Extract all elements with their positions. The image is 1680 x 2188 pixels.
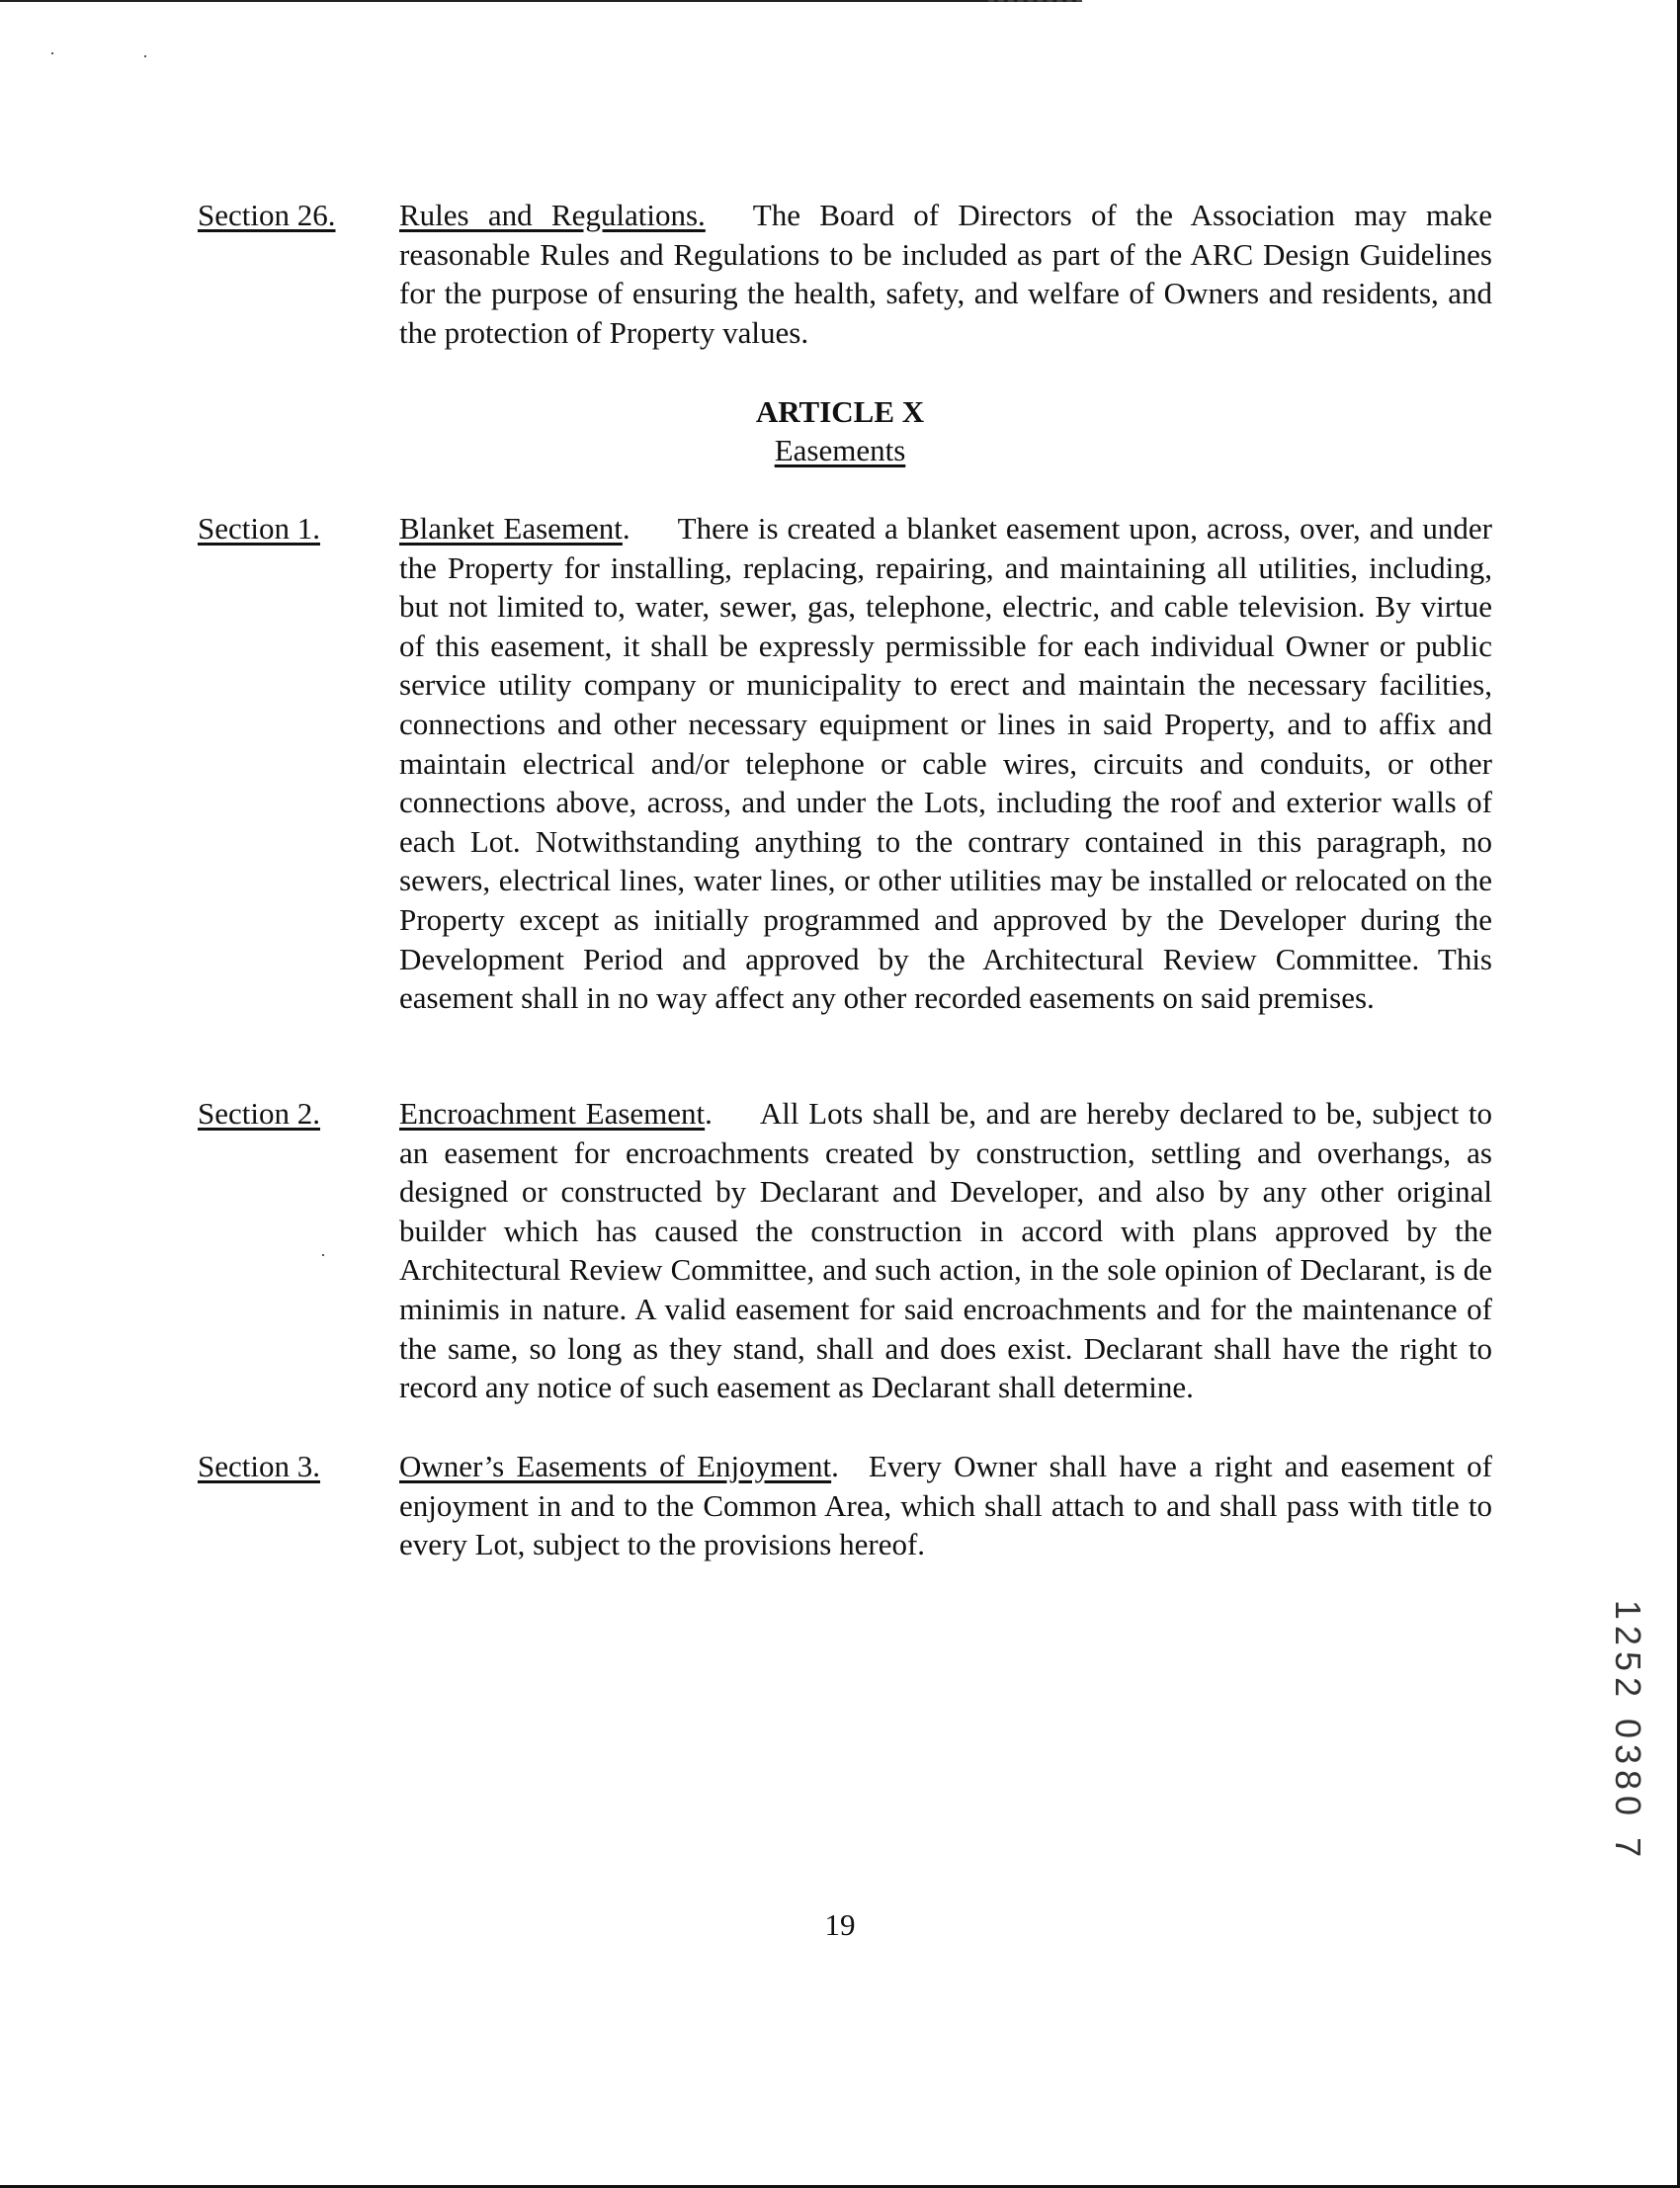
section-body: Encroachment Easement. All Lots shall be, and are hereby declared to be, subject to an easement for encroachments created by construction, settling and overhangs, as designed or constructed by Declarant and Developer, and also by any other original builder which has caused the construction in accord with plans approved by the Architectural Review Committee, and such action, in the sole opinion of Declarant, is de minimis in nature. A valid easement for said encroachments and for the maintenance of the same, so long as they stand, shall and does exist. Declarant shall have the right to record any notice of such easement as Declarant shall determine. (399, 1096, 1492, 1405)
section-label: Section 26. (198, 198, 336, 232)
article-subtitle: Easements (774, 433, 906, 467)
section-2 (198, 1094, 1492, 1407)
scan-top-border (0, 0, 1077, 2)
section-text: All Lots shall be, and are hereby declared to be, subject to an easement for encroachments created by construction, settling and overhangs, as designed or constructed by Declarant and Developer, and also by any other original builder which has caused the construction in accord with plans approved by the Architectural Review Committee, and such action, in the sole opinion of Declarant, is de minimis in nature. A valid easement for said encroachments and for the maintenance of the same, so long as they stand, shall and does exist. Declarant shall have the right to record any notice of such easement as Declarant shall determine. (399, 1096, 1492, 1405)
section-text: Every Owner shall have a right and easement of enjoyment in and to the Common Area, which shall attach to and shall pass with title to every Lot, subject to the provisions hereof. (399, 1449, 1492, 1562)
section-title: Owner’s Easements of Enjoyment (399, 1449, 832, 1483)
recording-stamp-text: 1252 0380 7 (1608, 1599, 1648, 1864)
section-text: The Board of Directors of the Association may make reasonable Rules and Regulations to be included as part of the ARC Design Guidelines for the purpose of ensuring the health, safety, and welfare of Owners and residents, and the protection of Property values. (399, 198, 1492, 350)
section-3 (198, 1447, 1492, 1564)
section-title: Rules and Regulations. (399, 198, 706, 232)
section-1 (198, 509, 1492, 1018)
page-number: 19 (824, 1907, 856, 1942)
scan-top-dash (988, 0, 1082, 2)
recording-stamp (1608, 1593, 1647, 1870)
section-body: Owner’s Easements of Enjoyment. Every Owner shall have a right and easement of enjoyment in and to the Common Area, which shall attach to and shall pass with title to every Lot, subject to the provisions hereof. (399, 1449, 1492, 1562)
section-label: Section 1. (198, 511, 320, 546)
article-heading (0, 392, 1680, 469)
section-body: Blanket Easement. There is created a blanket easement upon, across, over, and under the Property for installing, replacing, repairing, and maintaining all utilities, including, but not limited to, water, sewer, gas, telephone, electric, and cable television. By virtue of this easement, it shall be expressly permissible for each individual Owner or public service utility company or municipality to erect and maintain the necessary facilities, connections and other necessary equipment or lines in said Property, and to affix and maintain electrical and/or telephone or cable wires, circuits and conduits, or other connections above, across, and under the Lots, including the roof and exterior walls of each Lot. Notwithstanding anything to the contrary contained in this paragraph, no sewers, electrical lines, water lines, or other utilities may be installed or relocated on the Property except as initially programmed and approved by the Developer during the Development Period and approved by the Architectural Review Committee. This easement shall in no way affect any other recorded easements on said premises. (399, 511, 1492, 1016)
article-title: ARTICLE X (755, 394, 925, 429)
section-text: There is created a blanket easement upon, across, over, and under the Property for installing, replacing, repairing, and maintaining all utilities, including, but not limited to, water, sewer, gas, telephone, electric, and cable television. By virtue of this easement, it shall be expressly permissible for each individual Owner or public service utility company or municipality to erect and maintain the necessary facilities, connections and other necessary equipment or lines in said Property, and to affix and maintain electrical and/or telephone or cable wires, circuits and conduits, or other connections above, across, and under the Lots, including the roof and exterior walls of each Lot. Notwithstanding anything to the contrary contained in this paragraph, no sewers, electrical lines, water lines, or other utilities may be installed or relocated on the Property except as initially programmed and approved by the Developer during the Development Period and approved by the Architectural Review Committee. This easement shall in no way affect any other recorded easements on said premises. (399, 511, 1492, 1016)
section-26 (198, 196, 1492, 352)
section-label: Section 3. (198, 1449, 320, 1483)
scan-speck (144, 55, 146, 57)
section-title: Encroachment Easement (399, 1096, 706, 1131)
scan-speck (51, 52, 53, 54)
section-body (399, 196, 1492, 352)
section-label: Section 2. (198, 1096, 320, 1131)
section-title: Blanket Easement (399, 511, 623, 546)
